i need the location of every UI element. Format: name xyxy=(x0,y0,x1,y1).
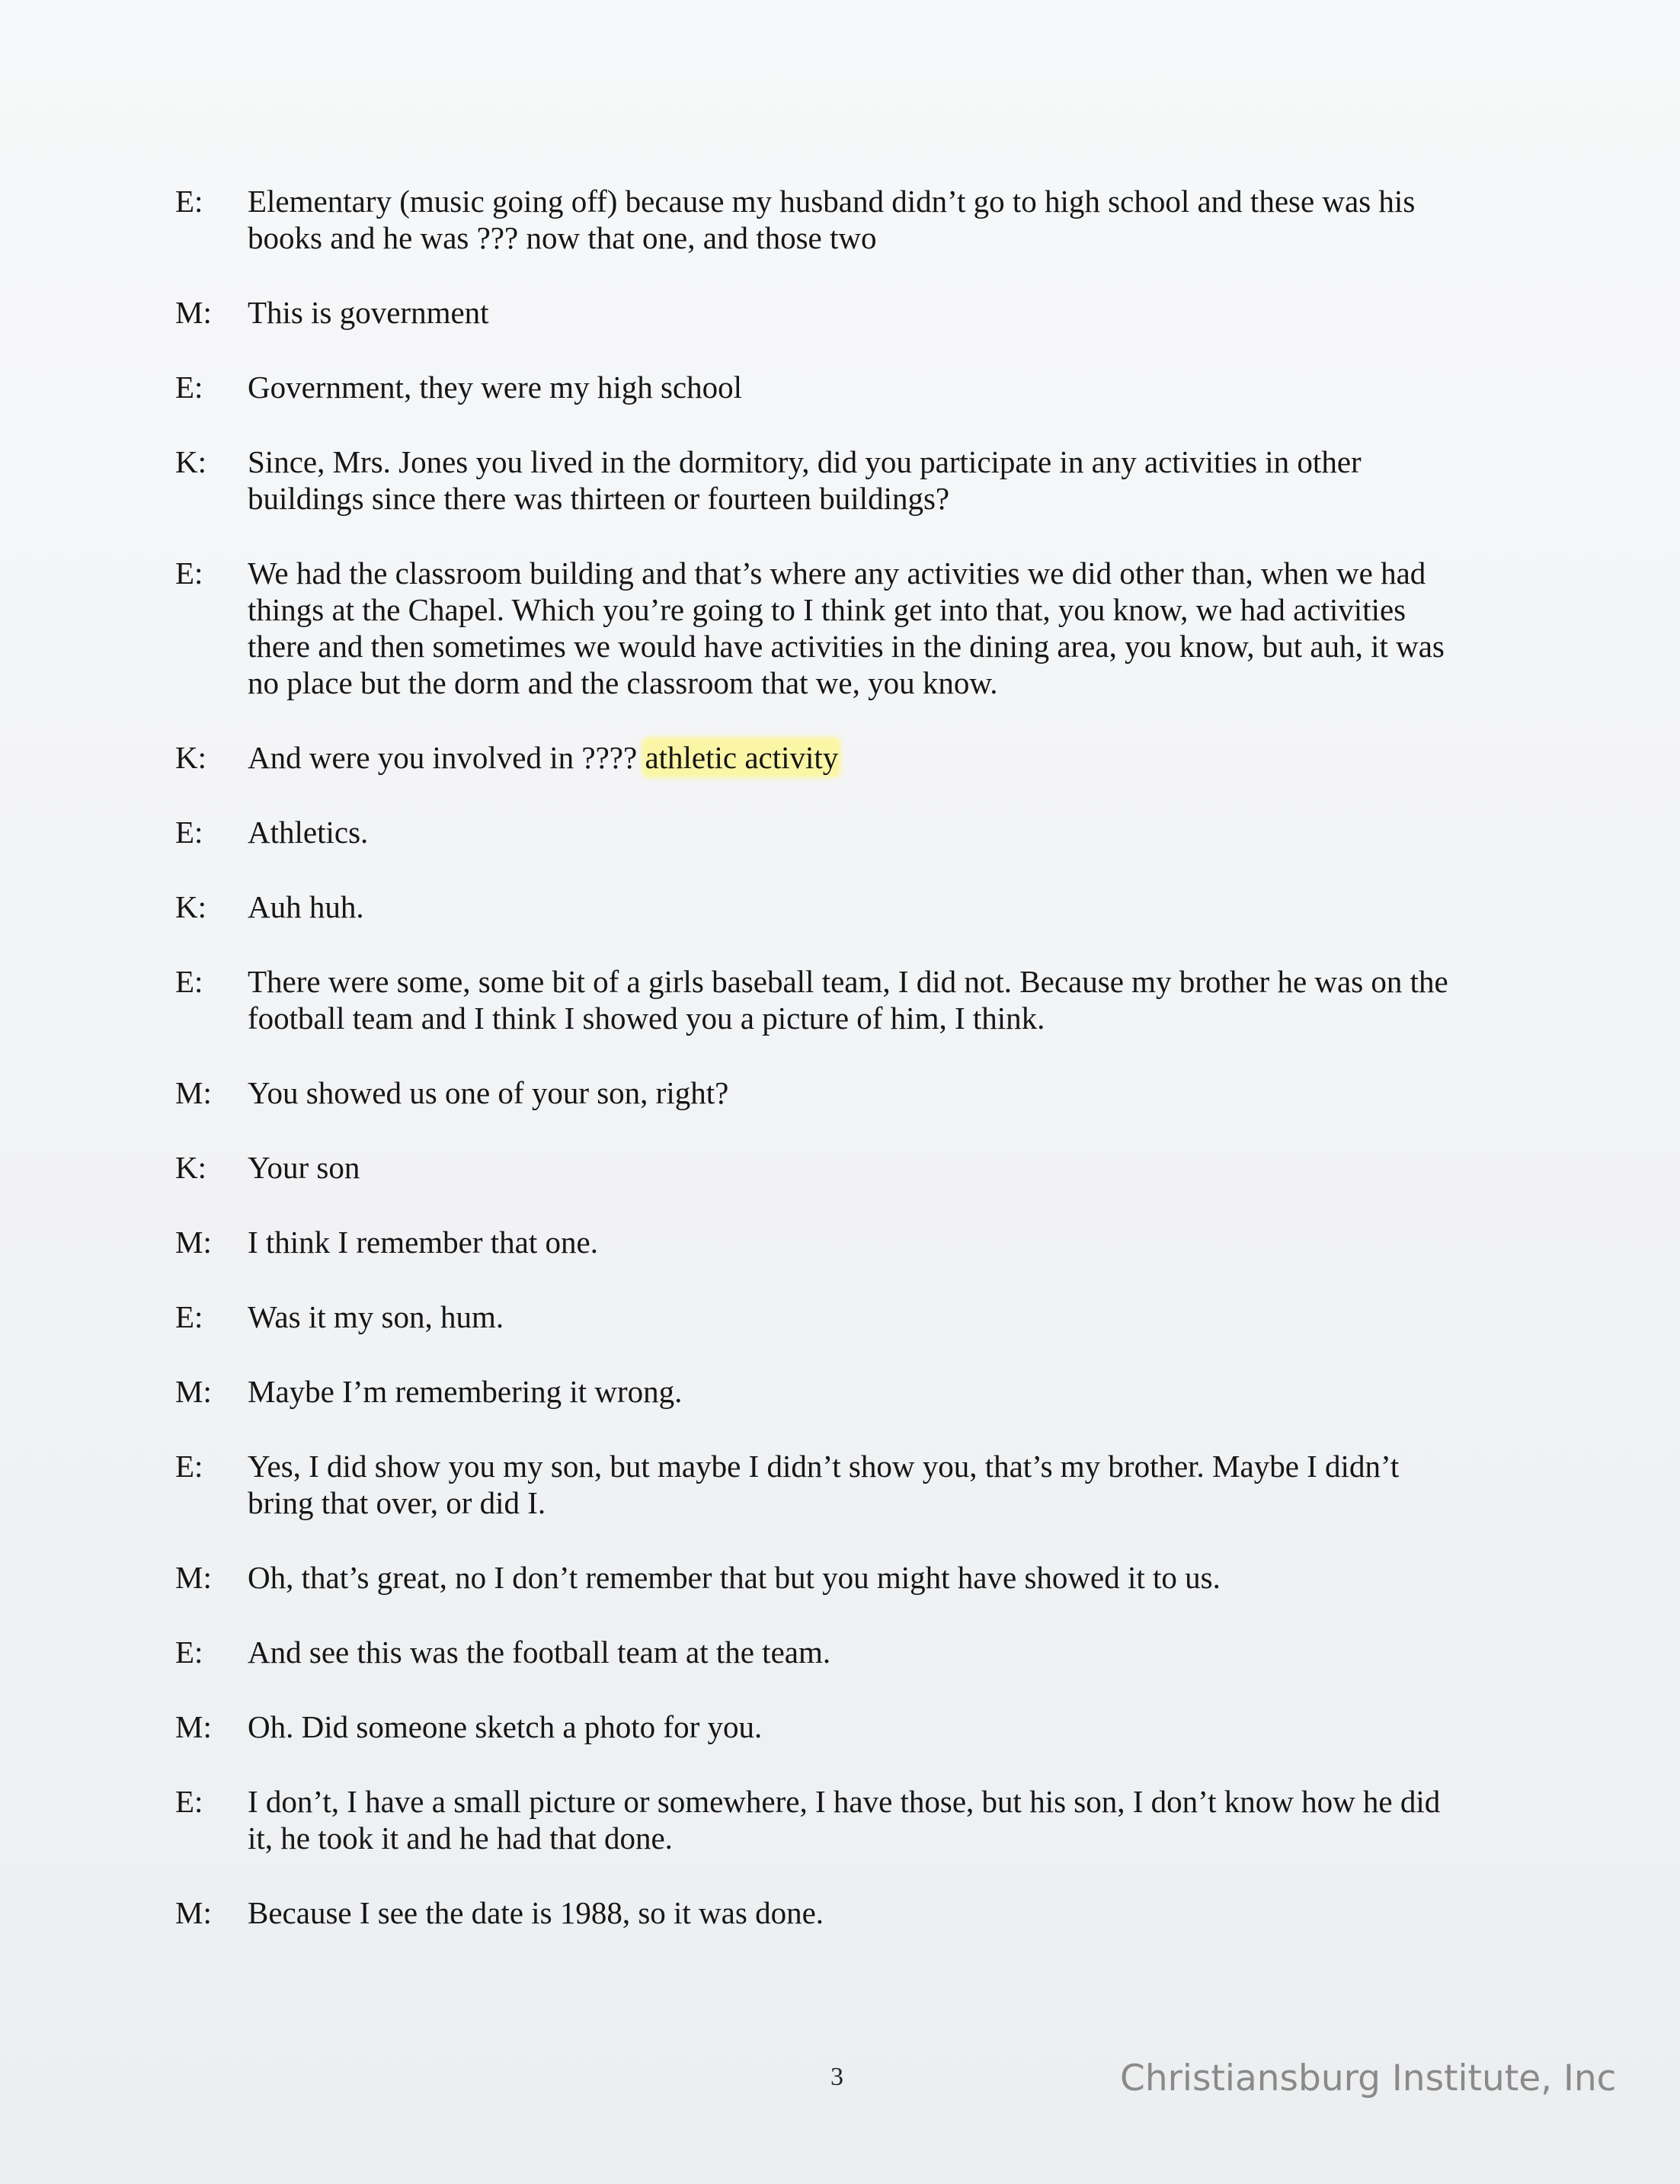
utterance-main: Government, they were my high school xyxy=(248,370,743,405)
speaker-label: E: xyxy=(175,1449,203,1484)
utterance-text xyxy=(248,1634,1486,1670)
transcript-entry xyxy=(175,1149,1486,1186)
utterance-text xyxy=(248,739,1486,776)
utterance-main: And see this was the football team at the team. xyxy=(248,1635,831,1670)
utterance-text xyxy=(248,1708,1486,1745)
utterance-main: And were you involved in ???? xyxy=(248,740,645,775)
utterance-main: Yes, I did show you my son, but maybe I didn’t show you, that’s my brother. Maybe I didn’t bring that over, or did I. xyxy=(248,1449,1400,1520)
utterance-text xyxy=(248,1448,1486,1521)
transcript-entry xyxy=(175,739,1486,776)
transcript-entry xyxy=(175,889,1486,925)
utterance-text xyxy=(248,369,1486,405)
transcript-entry xyxy=(175,1373,1486,1410)
transcript-entry xyxy=(175,1708,1486,1745)
speaker-label: M: xyxy=(175,1374,212,1409)
utterance-main: Oh, that’s great, no I don’t remember that but you might have showed it to us. xyxy=(248,1560,1221,1595)
transcript-entry xyxy=(175,369,1486,405)
utterance-text xyxy=(248,555,1486,701)
speaker-label: E: xyxy=(175,1635,203,1670)
utterance-main: I don’t, I have a small picture or somewhere, I have those, but his son, I don’t know how he did it, he took it and he had that done. xyxy=(248,1784,1441,1856)
speaker-label: M: xyxy=(175,1895,212,1930)
transcript-entry xyxy=(175,1559,1486,1596)
utterance-text xyxy=(248,1149,1486,1186)
speaker-label: M: xyxy=(175,1709,212,1744)
transcript-entry xyxy=(175,963,1486,1036)
speaker-label: K: xyxy=(175,1150,206,1185)
utterance-main: Auh huh. xyxy=(248,889,364,924)
utterance-main: Oh. Did someone sketch a photo for you. xyxy=(248,1709,763,1744)
transcript-entry xyxy=(175,1224,1486,1260)
transcript-entry xyxy=(175,555,1486,701)
utterance-main: Elementary (music going off) because my husband didn’t go to high school and these was his books and he was ??? now that one, and those two xyxy=(248,184,1416,255)
utterance-text xyxy=(248,444,1486,517)
utterance-text xyxy=(248,294,1486,331)
speaker-label: M: xyxy=(175,1075,212,1110)
utterance-main: You showed us one of your son, right? xyxy=(248,1075,729,1110)
utterance-main: Maybe I’m remembering it wrong. xyxy=(248,1374,683,1409)
speaker-label: E: xyxy=(175,1784,203,1819)
utterance-text xyxy=(248,1299,1486,1335)
speaker-label: E: xyxy=(175,815,203,850)
utterance-main: Because I see the date is 1988, so it was done. xyxy=(248,1895,824,1930)
utterance-main: Since, Mrs. Jones you lived in the dormitory, did you participate in any activities in other buildings since there was thirteen or fourteen buildings? xyxy=(248,444,1362,516)
utterance-text xyxy=(248,1559,1486,1596)
utterance-main: I think I remember that one. xyxy=(248,1225,598,1260)
transcript-entry xyxy=(175,1074,1486,1111)
speaker-label: E: xyxy=(175,556,203,591)
transcript-body xyxy=(175,183,1486,1969)
utterance-main: There were some, some bit of a girls baseball team, I did not. Because my brother he was on the football team and I think I showed you a picture of him, I think. xyxy=(248,964,1448,1036)
watermark: Christiansburg Institute, Inc xyxy=(1120,2058,1617,2099)
utterance-main: Your son xyxy=(248,1150,360,1185)
utterance-text xyxy=(248,1783,1486,1856)
transcript-entry xyxy=(175,1448,1486,1521)
transcript-entry xyxy=(175,444,1486,517)
utterance-main: Athletics. xyxy=(248,815,369,850)
speaker-label: E: xyxy=(175,370,203,405)
speaker-label: E: xyxy=(175,184,203,219)
speaker-label: E: xyxy=(175,1299,203,1334)
utterance-text xyxy=(248,183,1486,256)
utterance-text xyxy=(248,889,1486,925)
transcript-entry xyxy=(175,1634,1486,1670)
page-number: 3 xyxy=(830,2063,843,2091)
speaker-label: K: xyxy=(175,889,206,924)
utterance-text xyxy=(248,1074,1486,1111)
speaker-label: M: xyxy=(175,295,212,330)
utterance-text xyxy=(248,963,1486,1036)
speaker-label: K: xyxy=(175,444,206,479)
transcript-entry xyxy=(175,183,1486,256)
speaker-label: E: xyxy=(175,964,203,999)
utterance-text xyxy=(248,814,1486,850)
speaker-label: M: xyxy=(175,1225,212,1260)
transcript-entry xyxy=(175,1299,1486,1335)
highlighted-text: athletic activity xyxy=(645,740,839,775)
utterance-main: This is government xyxy=(248,295,489,330)
speaker-label: K: xyxy=(175,740,206,775)
transcript-entry xyxy=(175,294,1486,331)
utterance-main: We had the classroom building and that’s where any activities we did other than, when we had things at the Chapel. Which you’re going to I think get into that, you know, we had activities there and then sometimes we would have activities in the dining area, you know, but auh, it was no place but the dorm and the classroom that we, you know. xyxy=(248,556,1445,700)
transcript-entry xyxy=(175,1783,1486,1856)
utterance-text xyxy=(248,1373,1486,1410)
transcript-entry xyxy=(175,814,1486,850)
utterance-main: Was it my son, hum. xyxy=(248,1299,504,1334)
speaker-label: M: xyxy=(175,1560,212,1595)
utterance-text xyxy=(248,1894,1486,1931)
transcript-entry xyxy=(175,1894,1486,1931)
utterance-text xyxy=(248,1224,1486,1260)
